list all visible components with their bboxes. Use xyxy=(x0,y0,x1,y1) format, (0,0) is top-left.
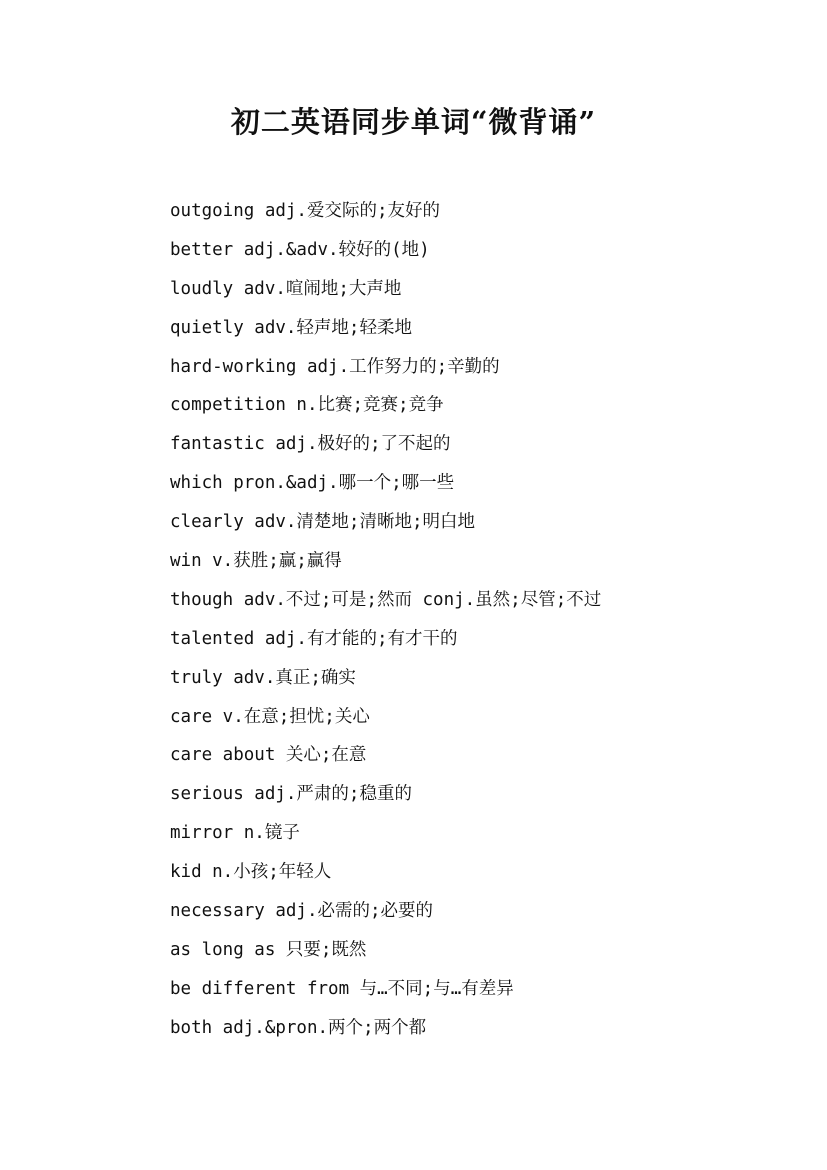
vocabulary-entry: though adv.不过;可是;然而 conj.虽然;尽管;不过 xyxy=(170,589,602,610)
vocabulary-entry: kid n.小孩;年轻人 xyxy=(170,862,332,883)
vocabulary-entry: fantastic adj.极好的;了不起的 xyxy=(170,434,451,455)
vocabulary-entry: clearly adv.清楚地;清晰地;明白地 xyxy=(170,512,476,533)
vocabulary-entry: hard-working adj.工作努力的;辛勤的 xyxy=(170,356,500,377)
vocabulary-entry: necessary adj.必需的;必要的 xyxy=(170,901,434,922)
vocabulary-entry: competition n.比赛;竞赛;竞争 xyxy=(170,395,444,416)
document-title: 初二英语同步单词“微背诵” xyxy=(230,105,597,139)
vocabulary-entry: both adj.&pron.两个;两个都 xyxy=(170,1017,427,1038)
vocabulary-entry: talented adj.有才能的;有才干的 xyxy=(170,628,458,649)
vocabulary-entry: win v.获胜;赢;赢得 xyxy=(170,551,342,572)
vocabulary-entry: truly adv.真正;确实 xyxy=(170,667,356,688)
vocabulary-entry: serious adj.严肃的;稳重的 xyxy=(170,784,412,805)
vocabulary-entry: loudly adv.喧闹地;大声地 xyxy=(170,278,402,299)
vocabulary-entry: care about 关心;在意 xyxy=(170,745,367,766)
vocabulary-list xyxy=(170,192,790,1048)
vocabulary-entry: outgoing adj.爱交际的;友好的 xyxy=(170,201,441,221)
vocabulary-entry: mirror n.镜子 xyxy=(170,823,300,844)
vocabulary-entry: quietly adv.轻声地;轻柔地 xyxy=(170,317,412,338)
vocabulary-entry: be different from 与…不同;与…有差异 xyxy=(170,978,514,999)
vocabulary-entry: care v.在意;担忧;关心 xyxy=(170,706,370,727)
vocabulary-entry: as long as 只要;既然 xyxy=(170,939,367,960)
vocabulary-entry: better adj.&adv.较好的(地) xyxy=(170,239,430,260)
vocabulary-entry: which pron.&adj.哪一个;哪一些 xyxy=(170,473,455,494)
